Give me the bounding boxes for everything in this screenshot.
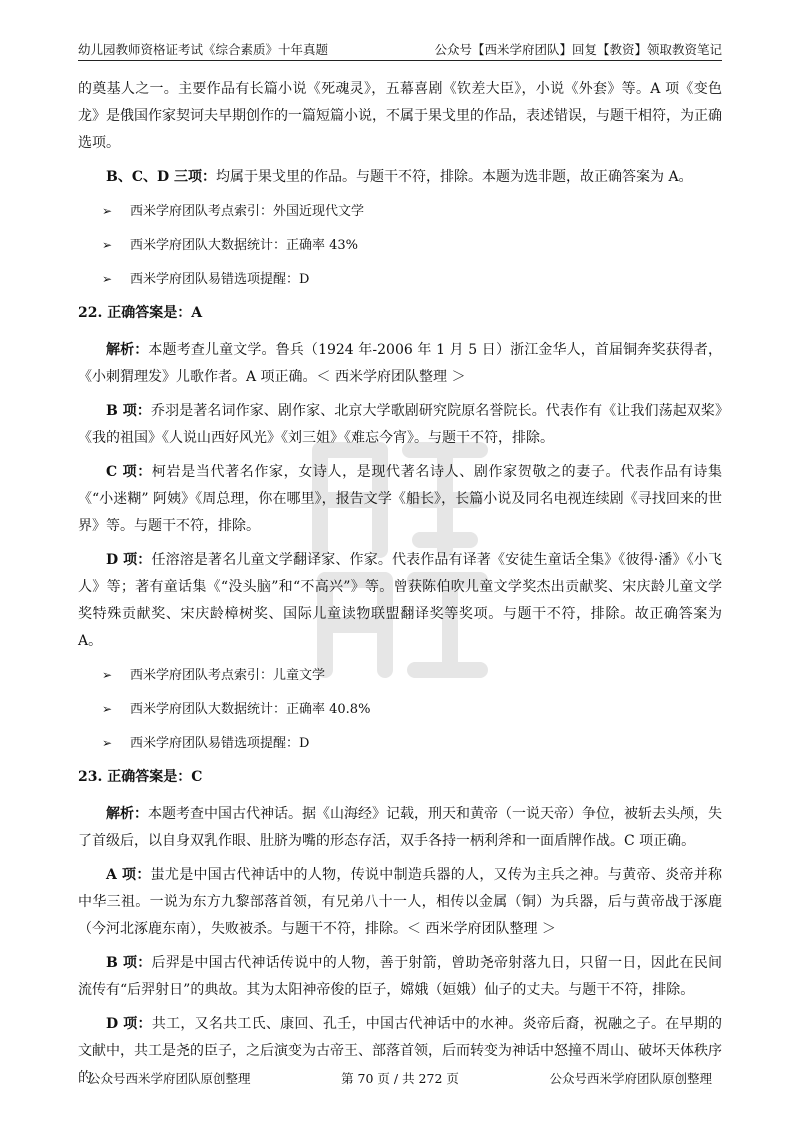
page-footer <box>78 1069 722 1093</box>
bullet-text: 西米学府团队大数据统计：正确率 40.8% <box>130 702 371 717</box>
q23-option-d-label: D 项： <box>106 1016 152 1032</box>
bullet-text: 西米学府团队大数据统计：正确率 43% <box>130 238 359 253</box>
q23-option-d-text: 共工，又名共工氏、康回、孔壬，中国古代神话中的水神。炎帝后裔，祝融之子。在早期的文献中，共工是尧的臣子，之后演变为古帝王、部落首领，后而转变为神话中怒撞不周山、破坏天体秩序的 <box>78 1016 723 1086</box>
q22-option-d-text: 任溶溶是著名儿童文学翻译家、作家。代表作品有译著《安徒生童话全集》《彼得·潘》《小飞人》等；著有童话集《“没头脑”和“不高兴”》等。曾获陈伯吹儿童文学奖杰出贡献奖、宋庆龄儿童文学奖特殊贡献奖、宋庆龄樟树奖、国际儿童读物联盟翻译奖等奖项。与题干不符，排除。故正确答案为 A。 <box>78 552 723 649</box>
list-item <box>78 198 722 225</box>
page-number: 第 70 页 / 共 272 页 <box>341 1071 459 1086</box>
arrow-bullet-icon: ➢ <box>102 702 113 716</box>
intro-bcd-text: 均属于果戈里的作品。与题干不符，排除。本题为选非题，故正确答案为 A。 <box>216 169 693 185</box>
header-title: 幼儿园教师资格证考试《综合素质》十年真题 <box>78 42 329 57</box>
list-item <box>78 232 722 259</box>
q23-option-b-text: 后羿是中国古代神话传说中的人物，善于射箭，曾助尧帝射落九日，只留一日，因此在民间流传有“后羿射日”的典故。其为太阳神帝俊的臣子，嫦娥（姮娥）仙子的丈夫。与题干不符，排除。 <box>78 955 722 998</box>
q23-analysis-text: 本题考查中国古代神话。据《山海经》记载，刑天和黄帝（一说天帝）争位，被斩去头颅，失了首级后，以自身双乳作眼、肚脐为嘴的形态存活，双手各持一柄利斧和一面盾牌作战。C 项正确。 <box>78 806 722 849</box>
footer-right: 公众号西米学府团队原创整理 <box>549 1071 712 1086</box>
q23-option-b <box>78 950 722 1004</box>
page-header <box>78 40 722 61</box>
arrow-bullet-icon: ➢ <box>102 204 113 218</box>
arrow-bullet-icon: ➢ <box>102 668 113 682</box>
page-body <box>78 76 722 1092</box>
q23-option-a-text: 蚩尤是中国古代神话中的人物，传说中制造兵器的人，又传为主兵之神。与黄帝、炎帝并称中华三祖。一说为东方九黎部落首领，有兄弟八十一人，相传以金属（铜）为兵器，后与黄帝战于涿鹿（今河北涿鹿东南），失败被杀。与题干不符，排除。＜ 西米学府团队整理 ＞ <box>78 867 722 937</box>
q22-option-c-text: 柯岩是当代著名作家，女诗人，是现代著名诗人、剧作家贺敬之的妻子。代表作品有诗集《“小迷糊” 阿姨》《周总理，你在哪里》，报告文学《船长》，长篇小说及同名电视连续剧《寻找回来的世界》等。与题干不符，排除。 <box>78 464 722 534</box>
bullet-text: 西米学府团队易错选项提醒：D <box>130 272 310 287</box>
list-item <box>78 266 722 293</box>
q23-option-a <box>78 862 722 943</box>
q22-analysis-label: 解析： <box>106 342 149 358</box>
q22-option-d-label: D 项： <box>106 552 152 568</box>
intro-paragraph: 的奠基人之一。主要作品有长篇小说《死魂灵》，五幕喜剧《钦差大臣》，小说《外套》等。A 项《变色龙》是俄国作家契诃夫早期创作的一篇短篇小说，不属于果戈里的作品，表述错误，与题干相符，为正确选项。 <box>78 81 722 151</box>
bullet-text: 西米学府团队考点索引：儿童文学 <box>130 668 326 683</box>
q22-option-b-label: B 项： <box>106 403 152 419</box>
bullet-text: 西米学府团队考点索引：外国近现代文学 <box>130 204 365 219</box>
intro-bcd-paragraph <box>78 164 722 191</box>
bullet-text: 西米学府团队易错选项提醒：D <box>130 736 310 751</box>
footer-left: 公众号西米学府团队原创整理 <box>88 1071 251 1086</box>
q22-option-b <box>78 398 722 452</box>
q22-option-d <box>78 547 722 655</box>
q22-option-c-label: C 项： <box>106 464 152 480</box>
q22-analysis-text: 本题考查儿童文学。鲁兵（1924 年-2006 年 1 月 5 日）浙江金华人，首届铜奔奖获得者，《小刺猬理发》儿歌作者。A 项正确。＜ 西米学府团队整理 ＞ <box>78 342 722 385</box>
q22-analysis <box>78 337 722 391</box>
q23-analysis-label: 解析： <box>106 806 148 822</box>
list-item <box>78 696 722 723</box>
q23-option-b-label: B 项： <box>106 955 152 971</box>
list-item <box>78 662 722 689</box>
q23-analysis <box>78 801 722 855</box>
list-item <box>78 730 722 757</box>
arrow-bullet-icon: ➢ <box>102 272 113 286</box>
arrow-bullet-icon: ➢ <box>102 736 113 750</box>
q23-option-a-label: A 项： <box>106 867 151 883</box>
header-promo: 公众号【西米学府团队】回复【教资】领取教资笔记 <box>434 42 722 57</box>
arrow-bullet-icon: ➢ <box>102 238 113 252</box>
q23-heading: 23. 正确答案是：C <box>78 769 203 785</box>
q22-option-c <box>78 459 722 540</box>
q22-heading: 22. 正确答案是：A <box>78 305 203 321</box>
q22-option-b-text: 乔羽是著名词作家、剧作家、北京大学歌剧研究院原名誉院长。代表作有《让我们荡起双桨》《我的祖国》《人说山西好风光》《刘三姐》《难忘今宵》。与题干不符，排除。 <box>78 403 722 446</box>
intro-bcd-label: B、C、D 三项： <box>106 169 216 185</box>
